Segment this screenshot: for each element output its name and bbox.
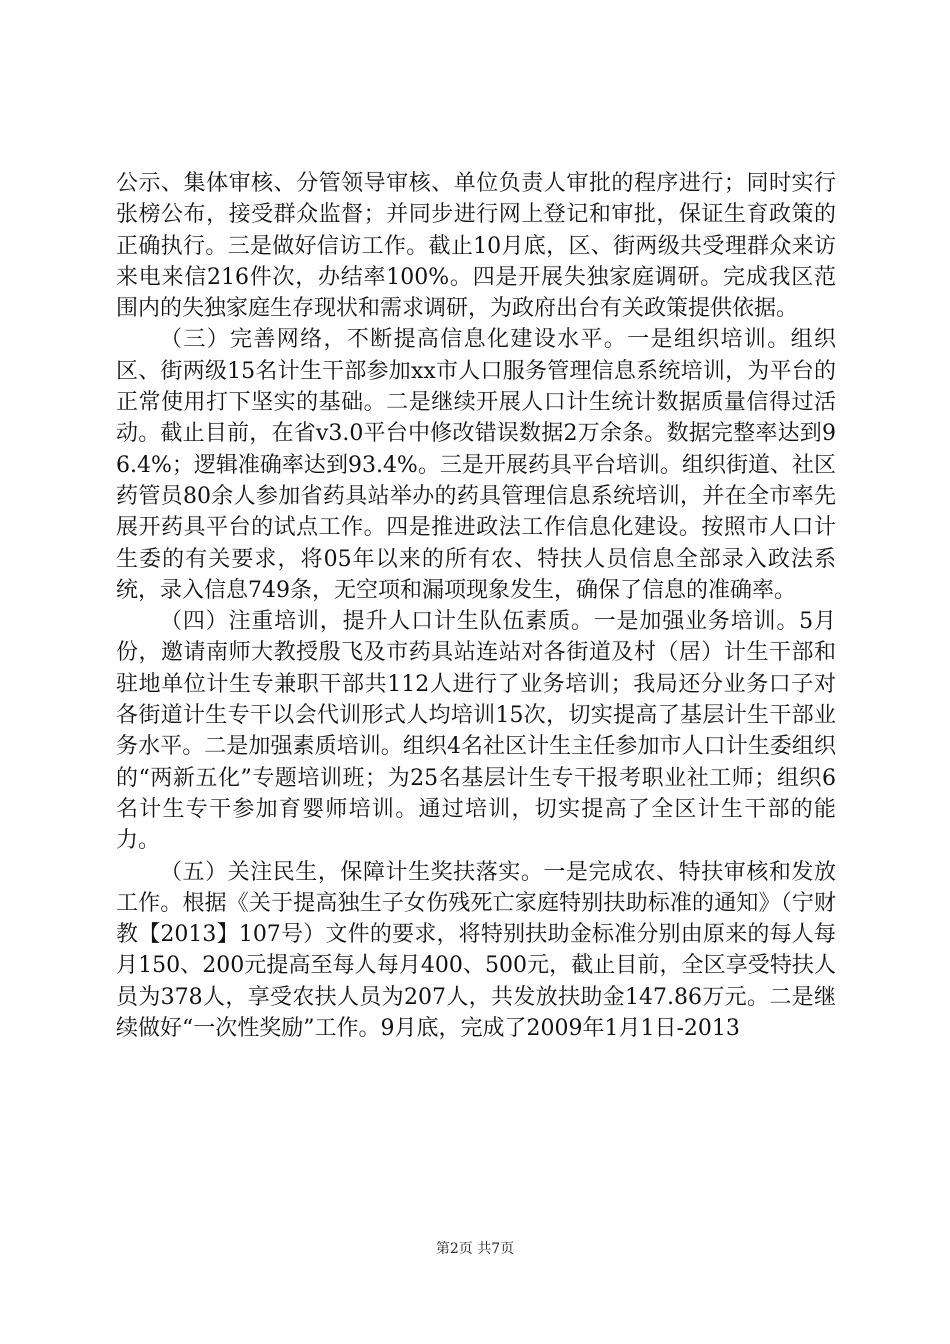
- page-number: 第2页 共7页: [435, 1241, 515, 1257]
- paragraph-section-5: （五）关注民生，保障计生奖扶落实。一是完成农、特扶审核和发放工作。根据《关于提高独生子女伤残死亡家庭特别扶助标准的通知》（宁财教【2013】107号）文件的要求，将特别扶助金标准分别由原来的每人每月150、200元提高至每人每月400、500元，截止目前，全区享受特扶人员为378人，享受农扶人员为207人，共发放扶助金147.86万元。二是继续做好“一次性奖励”工作。9月底，完成了2009年1月1日-2013: [116, 859, 836, 1042]
- paragraph-continued: 公示、集体审核、分管领导审核、单位负责人审批的程序进行；同时实行张榜公布，接受群众监督；并同步进行网上登记和审批，保证生育政策的正确执行。三是做好信访工作。截止10月底，区、街两级共受理群众来访来电来信216件次，办结率100%。四是开展失独家庭调研。完成我区范围内的失独家庭生存现状和需求调研，为政府出台有关政策提供依据。: [116, 171, 836, 322]
- paragraph-section-4: （四）注重培训，提升人口计生队伍素质。一是加强业务培训。5月份，邀请南师大教授殷飞及市药具站连站对各街道及村（居）计生干部和驻地单位计生专兼职干部共112人进行了业务培训；我局还分业务口子对各街道计生专干以会代训形式人均培训15次，切实提高了基层计生干部业务水平。二是加强素质培训。组织4名社区计生主任参加市人口计生委组织的“两新五化”专题培训班；为25名基层计生专干报考职业社工师；组织6名计生专干参加育婴师培训。通过培训，切实提高了全区计生干部的能力。: [116, 609, 836, 854]
- paragraph-section-3: （三）完善网络，不断提高信息化建设水平。一是组织培训。组织区、街两级15名计生干部参加xx市人口服务管理信息系统培训，为平台的正常使用打下坚实的基础。二是继续开展人口计生统计数据质量信得过活动。截止目前，在省v3.0平台中修改错误数据2万余条。数据完整率达到96.4%；逻辑准确率达到93.4%。三是开展药具平台培训。组织街道、社区药管员80余人参加省药具站举办的药具管理信息系统培训，并在全市率先展开药具平台的试点工作。四是推进政法工作信息化建设。按照市人口计生委的有关要求，将05年以来的所有农、特扶人员信息全部录入政法系统，录入信息749条，无空项和漏项现象发生，确保了信息的准确率。: [116, 327, 836, 603]
- page-footer: [0, 1238, 950, 1258]
- document-body: [116, 168, 836, 1044]
